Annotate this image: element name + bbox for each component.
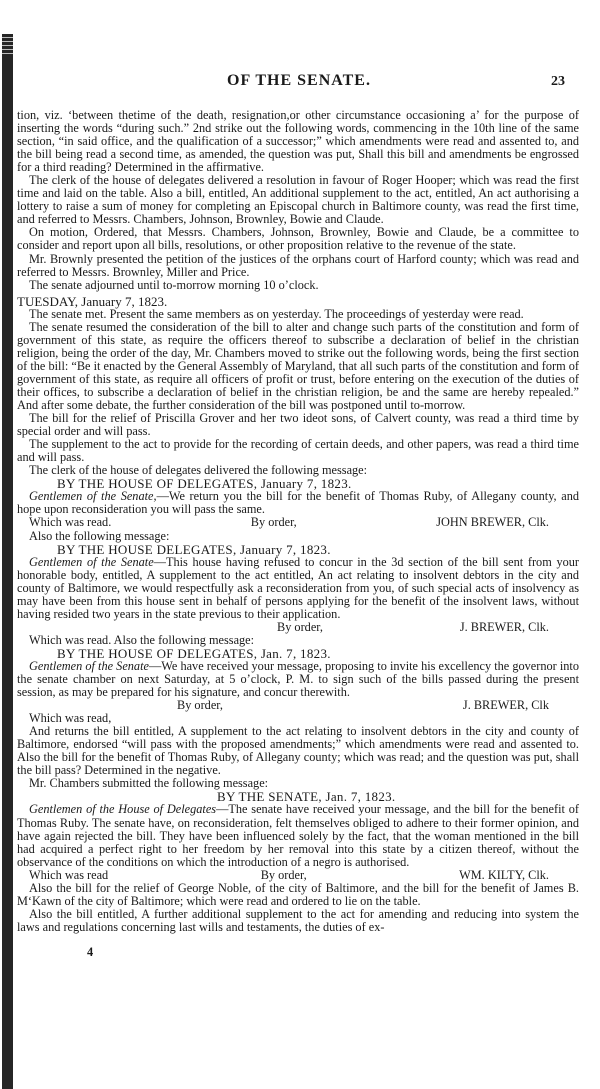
sign-mid: By order, [177,698,223,713]
message-body [17,556,579,621]
salutation: Gentlemen of the Senate, [29,489,157,504]
paragraph: Also the following message: [29,528,170,543]
sign-mid: By order, [260,867,307,882]
signature-line [17,869,579,882]
message-text: —We return you the bill for the benefit of Thomas Ruby, of Allegany county, and hope upon reconsideration you will pass the same. [17,489,579,517]
paragraph: Mr. Brownly presented the petition of the justices of the orphans court of Harford county; which was read and referred to Messrs. Brownley, Miller and Price. [17,251,579,279]
signature-line [17,621,579,634]
paragraph: The clerk of the house of delegates delivered the following message: [29,463,368,478]
salutation: Gentlemen of the Senate [29,554,154,569]
sign-left: Which was read [29,867,109,882]
message-heading: BY THE HOUSE OF DELEGATES, January 7, 1823. [57,476,352,492]
paragraph: Also the bill entitled, A further additional supplement to the act for amending and reducing into system the laws and regulations concerning last wills and testaments, the duties of ex- [17,906,579,934]
signature-line [17,516,579,529]
sign-mid: By order, [277,619,323,634]
date-heading: TUESDAY, January 7, 1823. [17,293,168,309]
body-text [17,109,579,959]
message-heading: BY THE HOUSE OF DELEGATES, Jan. 7, 1823. [57,645,331,661]
binding-gutter [2,34,13,1089]
sign-right: J. BREWER, Clk. [459,619,549,634]
paragraph: Which was read, [29,711,112,726]
paragraph: Which was read. Also the following message: [29,632,255,647]
running-title: OF THE SENATE. [227,72,371,89]
message-heading: BY THE SENATE, Jan. 7, 1823. [217,789,396,805]
paragraph: The senate adjourned until to-morrow morning 10 o’clock. [29,277,319,292]
sign-right: WM. KILTY, Clk. [459,867,549,882]
running-head [17,74,579,94]
paragraph: tion, viz. ‘between thetime of the death, resignation,or other circumstance occasioning a’ for the purpose of inserting the words “during such.” 2nd strike out the following words, commencing in the 10th line of the same section, “in said office, and the qualification of a successor;” which amendments were read and assented to, and the bill being read a second time, as amended, the question was put, Shall this bill and amendments be engrossed for a third reading? Determined in the affirmative. [17,108,579,175]
paragraph: Mr. Chambers submitted the following message: [29,776,269,791]
paragraph: The senate resumed the consideration of the bill to alter and change such parts of the constitution and form of government of this state, as require the officers thereof to subscribe a declaration of belief in the christian religion, being the order of the day, Mr. Chambers moved to strike out the following words, being the first section of the bill: “Be it enacted by the General Assembly of Maryland, that all such parts of the constitution and form of government of this state, as require all officers of profit or trust, before entering on the execution of the duties of their offices, to subscribe a declaration of belief in the christian religion, be and the same are hereby repealed.” And after some debate, the further consideration of the bill was postponed until to-morrow. [17,319,579,413]
message-body [17,660,579,699]
paragraph: The clerk of the house of delegates delivered a resolution in favour of Roger Hooper; which was read the first time and laid on the table. Also a bill, entitled, An additional supplement to the act, entitled, An act authorising a lottery to raise a sum of money for completing an Episcopal church in Baltimore county, was read the first time, and referred to Messrs. Chambers, Johnson, Brownley, Bowie and Claude. [17,173,579,227]
message-body [17,803,579,868]
message-text: —This house having refused to concur in the 3d section of the bill sent from your honorable body, entitled, A supplement to the act entitled, An act relating to insolvent debtors in the city and county of Baltimore, we would respectfully ask a reconsideration from you, of such special acts of insolvency as may have been from this house sent in behalf of persons applying for the benefit of the insolvent laws, without having resided two years in the state previous to their application. [17,554,579,621]
paragraph: The senate met. Present the same members as on yesterday. The proceedings of yesterday were read. [29,306,524,321]
salutation: Gentlemen of the Senate [29,658,149,673]
paragraph: On motion, Ordered, that Messrs. Chambers, Johnson, Brownley, Bowie and Claude, be a committee to consider and report upon all bills, resolutions, or other proposition relative to the revenue of the state. [17,225,579,253]
paragraph: Also the bill for the relief of George Noble, of the city of Baltimore, and the bill for the benefit of James B. M‘Kawn of the city of Baltimore; which were read and ordered to lie on the table. [17,880,579,908]
message-body [17,490,579,516]
salutation: Gentlemen of the House of Delegates [29,802,217,817]
page-number: 23 [551,74,565,89]
signature-mark: 4 [87,944,94,959]
sign-mid: By order, [250,515,297,530]
sign-right: JOHN BREWER, Clk. [436,515,549,530]
message-heading: BY THE HOUSE DELEGATES, January 7, 1823. [57,541,331,557]
sign-right: J. BREWER, Clk [462,698,549,713]
paragraph: The supplement to the act to provide for the recording of certain deeds, and other papers, was read a third time and will pass. [17,437,579,465]
sign-left: Which was read. [29,515,112,530]
message-text: —We have received your message, proposing to invite his excellency the governor into the senate chamber on next Saturday, at 5 o’clock, P. M. to sign such of the bills passed during the present session, as may be prepared for his signature, and concur therewith. [17,658,579,700]
paragraph: And returns the bill entitled, A supplement to the act relating to insolvent debtors in the city and county of Baltimore, endorsed “will pass with the proposed amendments;” which amendments were read and assented to. Also the bill for the benefit of Thomas Ruby, of Allegany county; which was read; and the question was put, shall the bill pass? Determined in the negative. [17,724,579,778]
paragraph: The bill for the relief of Priscilla Grover and her two ideot sons, of Calvert county, was read a third time by special order and will pass. [17,411,579,439]
binding-gutter-edge [2,34,13,56]
message-text: —The senate have received your message, and the bill for the benefit of Thomas Ruby. The senate have, on reconsideration, felt themselves obliged to adhere to their former opinion, and have again rejected the bill. They have been influenced solely by the fact, that the woman mentioned in the bill had acquired a perfect right to her freedom by her removal into this state by a citizen thereof, without the observance of the conditions on which the introduction of a negro is authorised. [17,802,579,869]
